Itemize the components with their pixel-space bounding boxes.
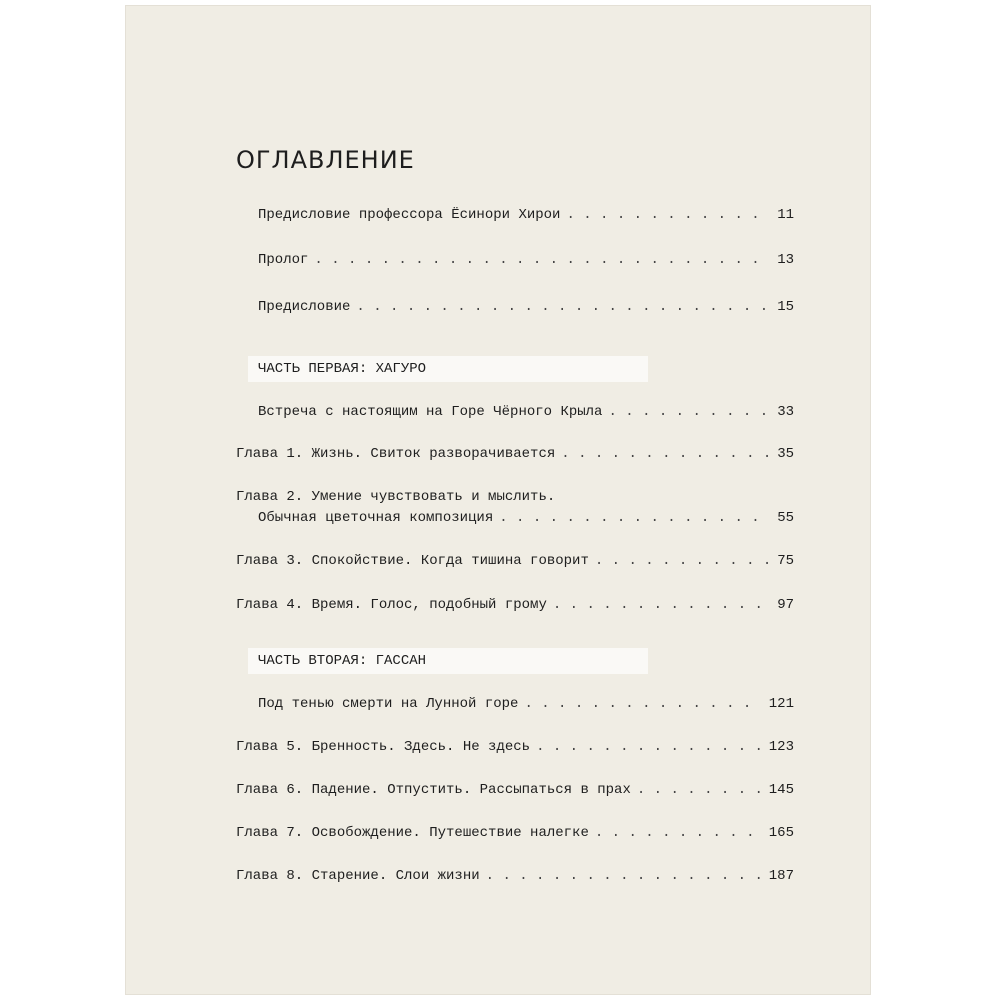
toc-dot-leader <box>524 695 762 713</box>
toc-title: ОГЛАВЛЕНИЕ <box>236 146 415 174</box>
toc-entry-foreword-professor <box>258 206 794 224</box>
toc-page-number: 75 <box>777 553 794 569</box>
toc-dot-leader <box>595 552 771 570</box>
toc-entry-prologue <box>258 251 794 269</box>
toc-entry-label: Под тенью смерти на Лунной горе <box>258 696 519 712</box>
toc-entry-chapter-6 <box>236 781 794 799</box>
toc-entry-label: Глава 5. Бренность. Здесь. Не здесь <box>236 739 531 755</box>
toc-page-number: 187 <box>768 868 794 884</box>
toc-page-number: 13 <box>777 252 794 268</box>
toc-page-number: 97 <box>777 597 794 613</box>
toc-dot-leader <box>486 867 763 885</box>
toc-entry-part1-intro <box>258 403 794 421</box>
toc-entry-label: Глава 3. Спокойствие. Когда тишина говорит <box>236 553 589 569</box>
toc-dot-leader <box>595 824 763 842</box>
toc-dot-leader <box>608 403 771 421</box>
toc-dot-leader <box>356 298 771 316</box>
toc-page-number: 165 <box>768 825 794 841</box>
toc-dot-leader <box>566 206 771 224</box>
toc-page-number: 35 <box>777 446 794 462</box>
toc-entry-chapter-2-title: Глава 2. Умение чувствовать и мыслить. <box>236 489 556 505</box>
toc-dot-leader <box>553 596 771 614</box>
toc-entry-chapter-7 <box>236 824 794 842</box>
toc-page-number: 15 <box>777 299 794 315</box>
toc-dot-leader <box>499 509 771 527</box>
toc-dot-leader <box>637 781 763 799</box>
toc-entry-chapter-3 <box>236 552 794 570</box>
book-page <box>126 6 870 994</box>
toc-page-number: 11 <box>777 207 794 223</box>
toc-page-number: 55 <box>777 510 794 526</box>
toc-entry-chapter-5 <box>236 738 794 756</box>
toc-entry-label: Предисловие профессора Ёсинори Хирои <box>258 207 561 223</box>
toc-entry-label: Пролог <box>258 252 309 268</box>
toc-entry-label: Глава 4. Время. Голос, подобный грому <box>236 597 547 613</box>
toc-dot-leader <box>561 445 771 463</box>
toc-entry-label: Предисловие <box>258 299 351 315</box>
toc-entry-chapter-8 <box>236 867 794 885</box>
toc-entry-part2-intro <box>258 695 794 713</box>
toc-entry-label: Глава 8. Старение. Слои жизни <box>236 868 480 884</box>
toc-part-heading: ЧАСТЬ ВТОРАЯ: ГАССАН <box>248 648 648 674</box>
toc-page-number: 33 <box>777 404 794 420</box>
toc-dot-leader <box>314 251 771 269</box>
toc-entry-chapter-2 <box>258 509 794 527</box>
toc-entry-label: Глава 7. Освобождение. Путешествие налегке <box>236 825 589 841</box>
toc-page-number: 123 <box>768 739 794 755</box>
toc-entry-label: Глава 1. Жизнь. Свиток разворачивается <box>236 446 556 462</box>
toc-page-number: 121 <box>768 696 794 712</box>
toc-entry-label: Глава 6. Падение. Отпустить. Рассыпаться в прах <box>236 782 631 798</box>
toc-dot-leader <box>536 738 763 756</box>
toc-entry-chapter-1 <box>236 445 794 463</box>
toc-entry-label: Обычная цветочная композиция <box>258 510 494 526</box>
toc-entry-foreword <box>258 298 794 316</box>
toc-part-heading: ЧАСТЬ ПЕРВАЯ: ХАГУРО <box>248 356 648 382</box>
toc-page-number: 145 <box>768 782 794 798</box>
toc-entry-chapter-4 <box>236 596 794 614</box>
toc-entry-label: Встреча с настоящим на Горе Чёрного Крыла <box>258 404 603 420</box>
